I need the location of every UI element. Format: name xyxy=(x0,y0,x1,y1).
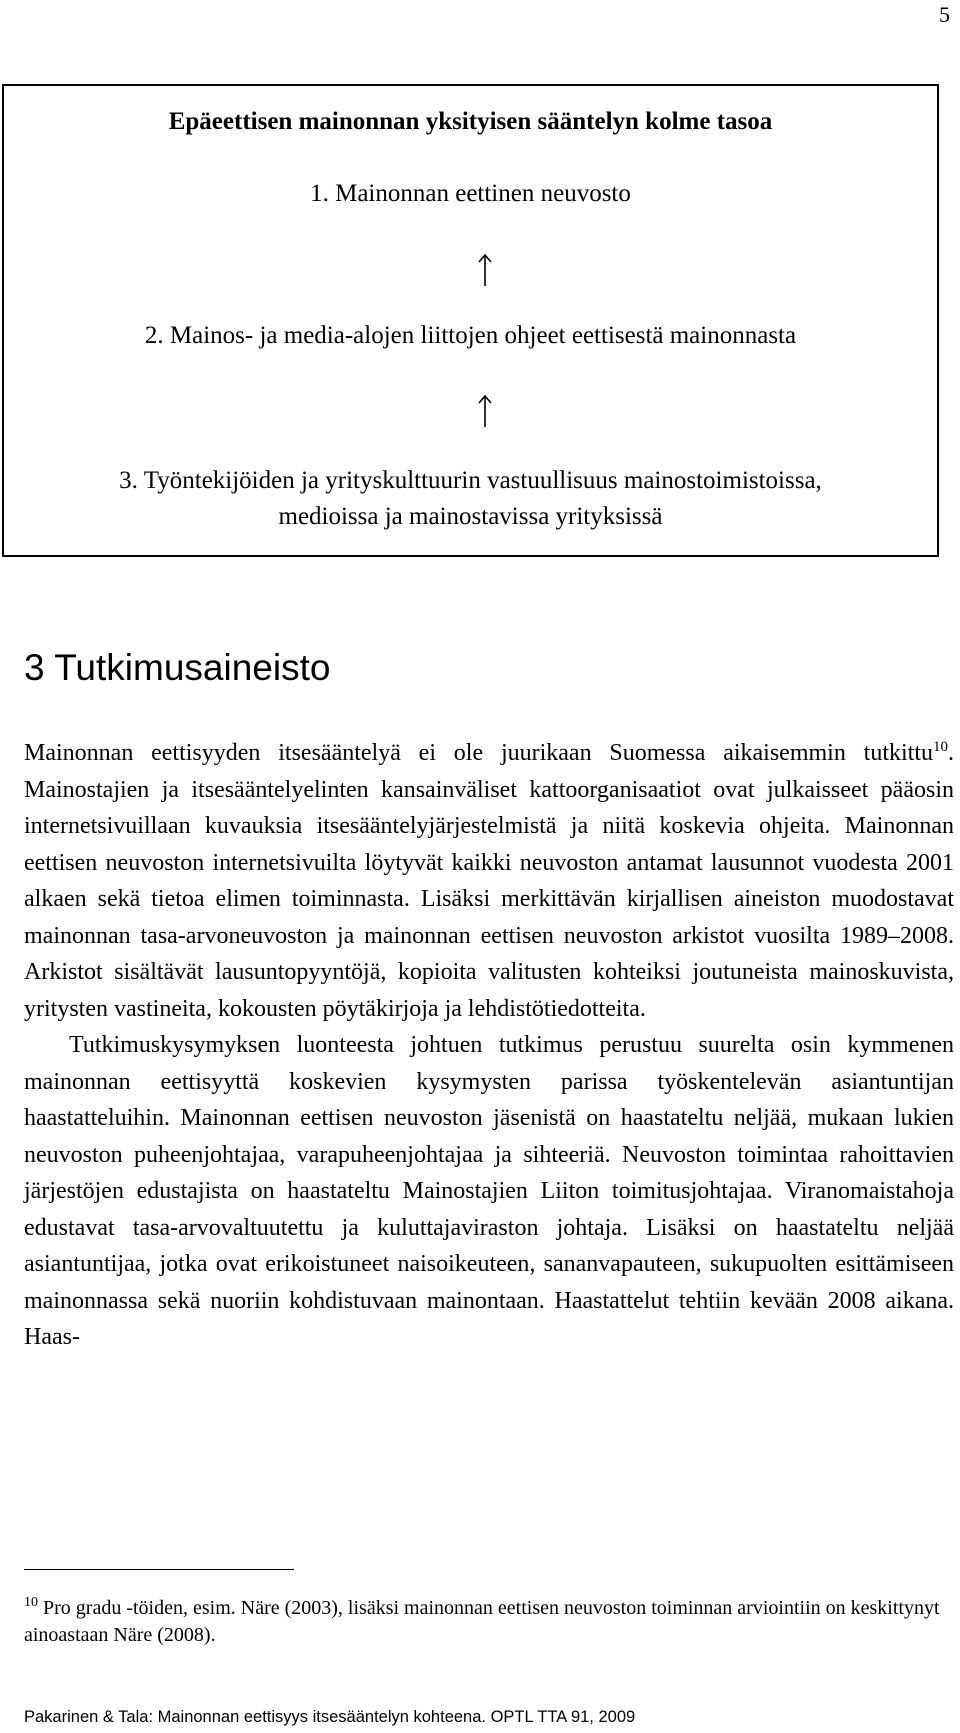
footnote xyxy=(24,1595,954,1649)
paragraph-1-start: Mainonnan eettisyyden itsesääntelyä ei ole juurikaan Suomessa aikaisemmin tutkittu xyxy=(24,740,933,766)
footnote-reference[interactable]: 10 xyxy=(933,739,948,755)
page-footer: Pakarinen & Tala: Mainonnan eettisyys itsesääntelyn kohteena. OPTL TTA 91, 2009 xyxy=(24,1708,636,1726)
level-3-line-2: medioissa ja mainostavissa yrityksissä xyxy=(278,503,663,530)
paragraph-2: Tutkimuskysymyksen luonteesta johtuen tutkimus perustuu suurelta osin kymmenen mainonnan eettisyyttä koskevien kysymysten parissa työskentelevän asiantuntijan haastatteluihin. Mainonnan eettisen neuvoston jäsenistä on haastateltu neljää, mukaan lukien neuvoston puheenjohtajaa, varapuheenjohtajaa ja sihteeriä. Neuvoston toimintaa rahoittavien järjestöjen edustajista on haastateltu Mainostajien Liiton toimitusjohtajaa. Viranomaistahoja edustavat tasa-arvovaltuutettu ja kuluttajaviraston johtaja. Lisäksi on haastateltu neljää asiantuntijaa, jotka ovat erikoistuneet naisoikeuteen, sananvapauteen, sukupuolten esittämiseen mainonnassa sekä nuoriin kohdistuvaan mainontaan. Haastattelut tehtiin kevään 2008 aikana. Haas- xyxy=(24,1032,954,1350)
regulation-levels-box xyxy=(2,84,939,557)
footnote-number: 10 xyxy=(24,1595,38,1610)
up-arrow-icon xyxy=(475,394,495,428)
footnote-text: Pro gradu -töiden, esim. Näre (2003), lisäksi mainonnan eettisen neuvoston toiminnan arviointiin on keskittynyt ainoastaan Näre (2008). xyxy=(24,1597,940,1646)
level-1-text: 1. Mainonnan eettinen neuvosto xyxy=(310,180,631,207)
up-arrow-icon xyxy=(475,253,495,287)
level-3-text xyxy=(4,463,937,535)
page-number: 5 xyxy=(939,2,950,27)
section-heading: 3 Tutkimusaineisto xyxy=(24,647,331,688)
section-body xyxy=(24,735,954,1356)
paragraph-1-rest: . Mainostajien ja itsesääntelyelinten kansainväliset kattoorganisaatiot ovat julkaisseet pääosin internetsivuillaan kuvauksia itsesääntelyjärjestelmistä ja niitä koskevia ohjeita. Mainonnan eettisen neuvoston internetsivuilta löytyvät kaikki neuvoston antamat lausunnot vuodesta 2001 alkaen sekä tietoa elimen toiminnasta. Lisäksi merkittävän kirjallisen aineiston muodostavat mainonnan tasa-arvoneuvoston ja mainonnan eettisen neuvoston arkistot vuosilta 1989–2008. Arkistot sisältävät lausuntopyyntöjä, kopioita valitusten kohteiksi joutuneista mainoskuvista, yritysten vastineita, kokousten pöytäkirjoja ja lehdistötiedotteita. xyxy=(24,740,954,1022)
box-title: Epäeettisen mainonnan yksityisen sääntelyn kolme tasoa xyxy=(168,108,773,135)
footnote-divider xyxy=(24,1569,294,1570)
paragraph-1 xyxy=(24,735,954,1027)
level-3-line-1: 3. Työntekijöiden ja yrityskulttuurin vastuullisuus mainostoimistoissa, xyxy=(119,467,822,494)
level-2-text: 2. Mainos- ja media-alojen liittojen ohjeet eettisestä mainonnasta xyxy=(144,322,797,349)
